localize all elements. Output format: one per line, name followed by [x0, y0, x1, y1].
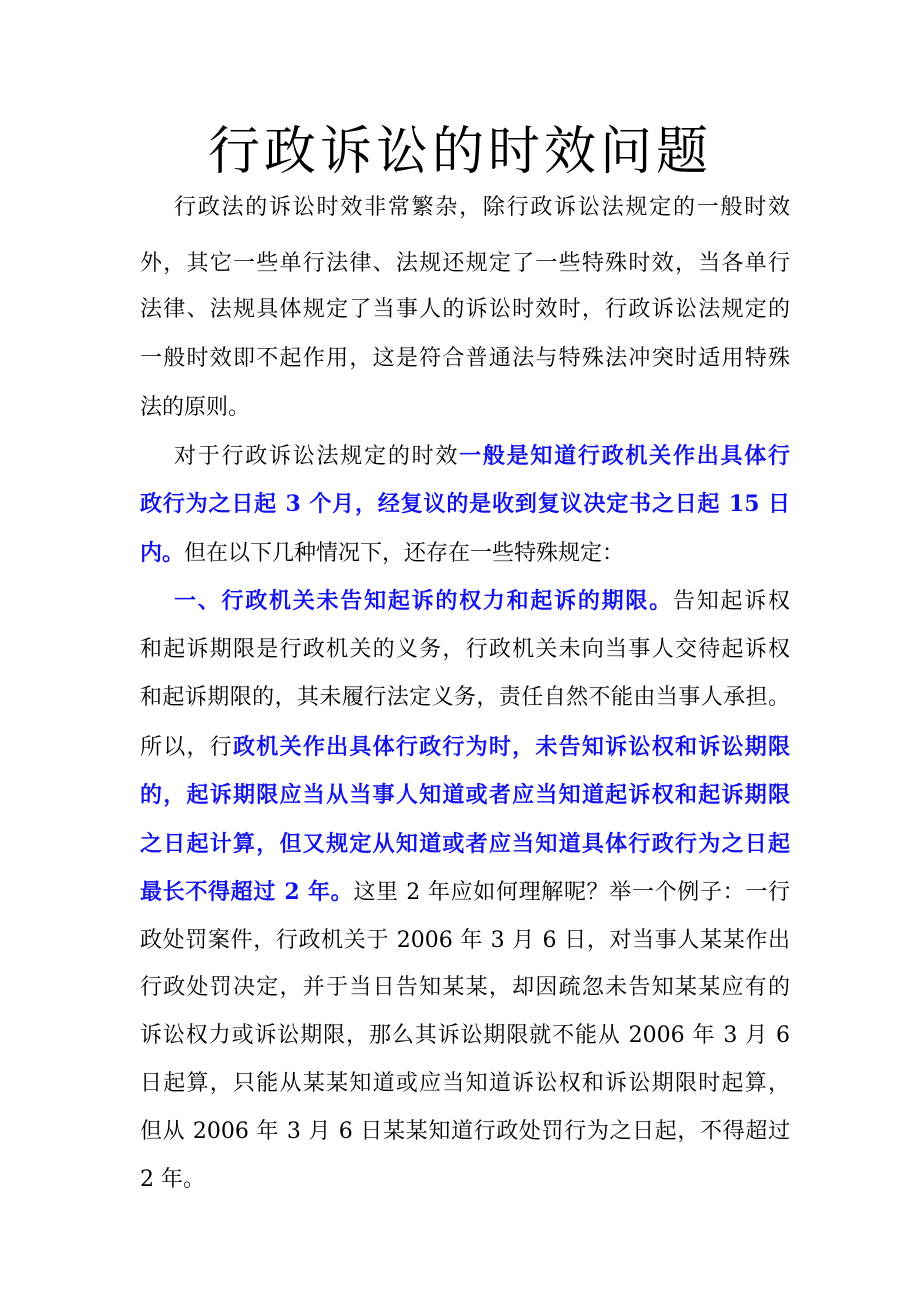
text-line — [140, 343, 790, 375]
body-text: 日起算，只能从某某知道或应当知道诉讼权和诉讼期限时起算， — [140, 1071, 790, 1096]
highlighted-text: 内。 — [140, 540, 185, 566]
text-line — [140, 634, 790, 666]
body-text: 政处罚案件，行政机关于 2006 年 3 月 6 日，对当事人某某作出 — [140, 928, 790, 953]
body-text: 诉讼权力或诉讼期限，那么其诉讼期限就不能从 2006 年 3 月 6 — [140, 1023, 790, 1048]
text-line — [140, 925, 790, 957]
body-text: 法律、法规具体规定了当事人的诉讼时效时，行政诉讼法规定的 — [140, 297, 790, 322]
text-line — [140, 1164, 790, 1196]
text-line — [140, 294, 790, 326]
text-line — [140, 1020, 790, 1052]
body-text: 行政处罚决定，并于当日告知某某，却因疏忽未告知某某应有的 — [140, 975, 790, 1000]
text-line — [174, 440, 790, 473]
document-title: 行政诉讼的时效问题 — [207, 122, 712, 182]
text-line — [140, 682, 790, 714]
highlighted-text: 政行为之日起 3 个月，经复议的是收到复议决定书之日起 15 日 — [140, 491, 790, 517]
body-text: 所以，行 — [140, 735, 234, 760]
highlighted-text: 政机关作出具体行政行为时，未告知诉讼权和诉讼期限 — [233, 734, 790, 760]
highlighted-text: 的，起诉期限应当从当事人知道或者应当知道起诉权和起诉期限 — [140, 782, 790, 808]
text-line — [140, 392, 790, 424]
highlighted-text: 最长不得超过 2 年。 — [140, 879, 354, 905]
text-line — [174, 585, 790, 618]
text-line — [140, 1116, 790, 1148]
body-text: 2 年。 — [140, 1167, 205, 1192]
body-text: 告知起诉权 — [672, 589, 790, 614]
text-line — [140, 828, 790, 861]
body-text: 和起诉期限的，其未履行法定义务，责任自然不能由当事人承担。 — [140, 685, 790, 710]
body-text: 法的原则。 — [140, 395, 251, 420]
body-text: 行政法的诉讼时效非常繁杂，除行政诉讼法规定的一般时效 — [174, 195, 790, 220]
text-line — [140, 972, 790, 1004]
text-line — [140, 731, 790, 764]
highlighted-text: 之日起计算，但又规定从知道或者应当知道具体行政行为之日起 — [140, 831, 790, 857]
highlighted-text: 一、行政机关未告知起诉的权力和起诉的期限。 — [174, 588, 673, 614]
body-text: 这里 2 年应如何理解呢？举一个例子：一行 — [353, 880, 790, 905]
body-text: 对于行政诉讼法规定的时效 — [174, 444, 460, 469]
body-text: 但在以下几种情况下，还存在一些特殊规定： — [184, 541, 625, 566]
text-line — [140, 1068, 790, 1100]
text-line — [174, 192, 790, 224]
text-line — [140, 248, 790, 280]
text-line — [140, 779, 790, 812]
text-line — [140, 488, 790, 521]
body-text: 和起诉期限是行政机关的义务，行政机关未向当事人交待起诉权 — [140, 637, 790, 662]
text-line — [140, 876, 790, 909]
body-text: 一般时效即不起作用，这是符合普通法与特殊法冲突时适用特殊 — [140, 346, 790, 371]
text-line — [140, 537, 790, 570]
body-text: 但从 2006 年 3 月 6 日某某知道行政处罚行为之日起，不得超过 — [140, 1119, 790, 1144]
highlighted-text: 一般是知道行政机关作出具体行 — [459, 443, 790, 469]
body-text: 外，其它一些单行法律、法规还规定了一些特殊时效，当各单行 — [140, 251, 790, 276]
